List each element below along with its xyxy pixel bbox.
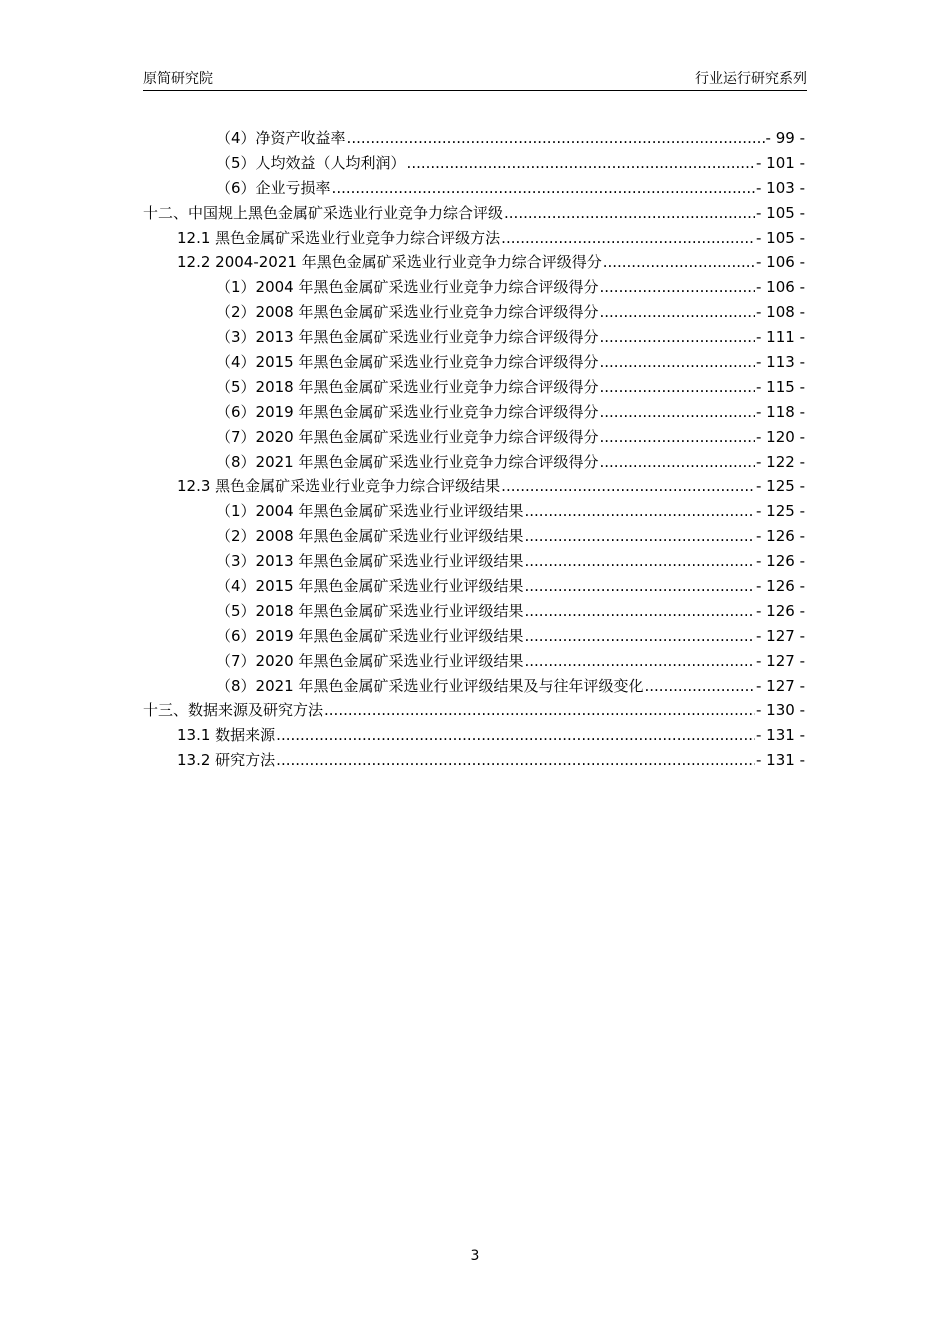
toc-entry[interactable] — [143, 450, 805, 475]
toc-entry-title: （7）2020 年黑色金属矿采选业行业评级结果 — [216, 651, 524, 670]
toc-entry-title: （1）2004 年黑色金属矿采选业行业评级结果 — [216, 502, 524, 521]
toc-dot-leader — [501, 226, 755, 251]
toc-entry[interactable] — [143, 350, 805, 375]
toc-entry[interactable] — [143, 748, 805, 773]
toc-entry[interactable] — [143, 151, 805, 176]
toc-entry[interactable] — [143, 474, 805, 499]
toc-entry-title: （3）2013 年黑色金属矿采选业行业评级结果 — [216, 552, 524, 571]
toc-entry-page: - 126 - — [756, 552, 805, 571]
toc-entry[interactable] — [143, 201, 805, 226]
toc-dot-leader — [525, 524, 756, 549]
toc-entry-page: - 125 - — [756, 502, 805, 521]
toc-entry[interactable] — [143, 126, 805, 151]
toc-entry-page: - 101 - — [756, 153, 805, 172]
toc-dot-leader — [600, 300, 756, 325]
toc-entry-page: - 111 - — [756, 328, 805, 347]
toc-entry[interactable] — [143, 499, 805, 524]
toc-entry[interactable] — [143, 723, 805, 748]
toc-dot-leader — [645, 674, 756, 699]
toc-entry-page: - 105 - — [756, 203, 805, 222]
toc-entry-title: （5）2018 年黑色金属矿采选业行业评级结果 — [216, 601, 524, 620]
toc-dot-leader — [600, 425, 756, 450]
toc-entry-page: - 122 - — [756, 452, 805, 471]
toc-entry[interactable] — [143, 524, 805, 549]
table-of-contents — [143, 126, 805, 773]
toc-entry-page: - 127 - — [756, 651, 805, 670]
toc-entry[interactable] — [143, 300, 805, 325]
toc-entry[interactable] — [143, 574, 805, 599]
toc-entry-page: - 131 - — [756, 751, 805, 770]
toc-entry-title: 13.2 研究方法 — [177, 751, 276, 770]
toc-entry[interactable] — [143, 250, 805, 275]
toc-entry[interactable] — [143, 425, 805, 450]
toc-entry-title: （1）2004 年黑色金属矿采选业行业竞争力综合评级得分 — [216, 278, 599, 297]
toc-entry-page: - 127 - — [756, 676, 805, 695]
toc-dot-leader — [603, 250, 755, 275]
toc-entry-title: （6）2019 年黑色金属矿采选业行业评级结果 — [216, 626, 524, 645]
toc-entry-page: - 106 - — [756, 253, 805, 272]
toc-dot-leader — [276, 723, 755, 748]
toc-entry[interactable] — [143, 649, 805, 674]
toc-entry-title: （3）2013 年黑色金属矿采选业行业竞争力综合评级得分 — [216, 328, 599, 347]
toc-entry-title: （6）2019 年黑色金属矿采选业行业竞争力综合评级得分 — [216, 402, 599, 421]
toc-dot-leader — [600, 375, 756, 400]
toc-entry-page: - 130 - — [756, 701, 805, 720]
toc-entry-title: （7）2020 年黑色金属矿采选业行业竞争力综合评级得分 — [216, 427, 599, 446]
toc-entry-page: - 131 - — [756, 726, 805, 745]
toc-entry-page: - 103 - — [756, 178, 805, 197]
toc-entry-page: - 105 - — [756, 228, 805, 247]
toc-entry-page: - 126 - — [756, 601, 805, 620]
toc-entry-title: （8）2021 年黑色金属矿采选业行业评级结果及与往年评级变化 — [216, 676, 644, 695]
toc-dot-leader — [525, 549, 756, 574]
toc-entry-title: （6）企业亏损率 — [216, 178, 331, 197]
toc-dot-leader — [600, 325, 756, 350]
toc-entry-page: - 127 - — [756, 626, 805, 645]
header-organization: 原简研究院 — [143, 71, 213, 87]
toc-entry-title: （4）净资产收益率 — [216, 129, 346, 147]
toc-entry-title: （4）2015 年黑色金属矿采选业行业评级结果 — [216, 577, 524, 596]
toc-dot-leader — [525, 574, 756, 599]
toc-dot-leader — [600, 275, 756, 300]
toc-dot-leader — [525, 624, 756, 649]
toc-entry-page: - 115 - — [756, 377, 805, 396]
toc-entry-page: - 108 - — [756, 303, 805, 322]
header-series-title: 行业运行研究系列 — [695, 71, 807, 87]
toc-entry[interactable] — [143, 176, 805, 201]
toc-entry-title: 12.3 黑色金属矿采选业行业竞争力综合评级结果 — [177, 477, 501, 496]
toc-entry-title: （5）人均效益（人均利润） — [216, 153, 406, 172]
toc-dot-leader — [347, 126, 765, 151]
toc-entry[interactable] — [143, 549, 805, 574]
toc-entry-title: 12.2 2004-2021 年黑色金属矿采选业行业竞争力综合评级得分 — [177, 253, 602, 272]
toc-dot-leader — [525, 599, 756, 624]
toc-entry-title: 十二、中国规上黑色金属矿采选业行业竞争力综合评级 — [143, 203, 504, 222]
toc-entry-page: - 99 - — [765, 129, 805, 147]
toc-dot-leader — [332, 176, 755, 201]
toc-dot-leader — [525, 649, 756, 674]
toc-entry[interactable] — [143, 624, 805, 649]
toc-entry-title: （2）2008 年黑色金属矿采选业行业竞争力综合评级得分 — [216, 303, 599, 322]
toc-dot-leader — [600, 400, 756, 425]
toc-entry-title: 12.1 黑色金属矿采选业行业竞争力综合评级方法 — [177, 228, 501, 247]
toc-dot-leader — [276, 748, 755, 773]
toc-entry[interactable] — [143, 400, 805, 425]
toc-dot-leader — [600, 450, 756, 475]
toc-dot-leader — [525, 499, 756, 524]
toc-entry[interactable] — [143, 226, 805, 251]
toc-entry-title: （5）2018 年黑色金属矿采选业行业竞争力综合评级得分 — [216, 377, 599, 396]
toc-entry-title: 十三、数据来源及研究方法 — [143, 701, 324, 720]
page-number: 3 — [470, 1248, 480, 1264]
toc-entry-page: - 120 - — [756, 427, 805, 446]
toc-entry[interactable] — [143, 275, 805, 300]
toc-dot-leader — [504, 201, 755, 226]
toc-entry[interactable] — [143, 325, 805, 350]
toc-entry[interactable] — [143, 674, 805, 699]
toc-entry-page: - 118 - — [756, 402, 805, 421]
toc-entry-page: - 113 - — [756, 353, 805, 372]
toc-entry[interactable] — [143, 599, 805, 624]
toc-entry-page: - 106 - — [756, 278, 805, 297]
toc-entry[interactable] — [143, 698, 805, 723]
toc-entry-title: （4）2015 年黑色金属矿采选业行业竞争力综合评级得分 — [216, 353, 599, 372]
toc-entry[interactable] — [143, 375, 805, 400]
toc-entry-page: - 126 - — [756, 577, 805, 596]
toc-entry-title: 13.1 数据来源 — [177, 726, 276, 745]
toc-entry-title: （2）2008 年黑色金属矿采选业行业评级结果 — [216, 527, 524, 546]
toc-entry-page: - 126 - — [756, 527, 805, 546]
page-header — [143, 68, 807, 91]
toc-entry-title: （8）2021 年黑色金属矿采选业行业竞争力综合评级得分 — [216, 452, 599, 471]
toc-dot-leader — [501, 474, 755, 499]
toc-dot-leader — [600, 350, 756, 375]
toc-entry-page: - 125 - — [756, 477, 805, 496]
toc-dot-leader — [324, 698, 755, 723]
toc-dot-leader — [407, 151, 755, 176]
